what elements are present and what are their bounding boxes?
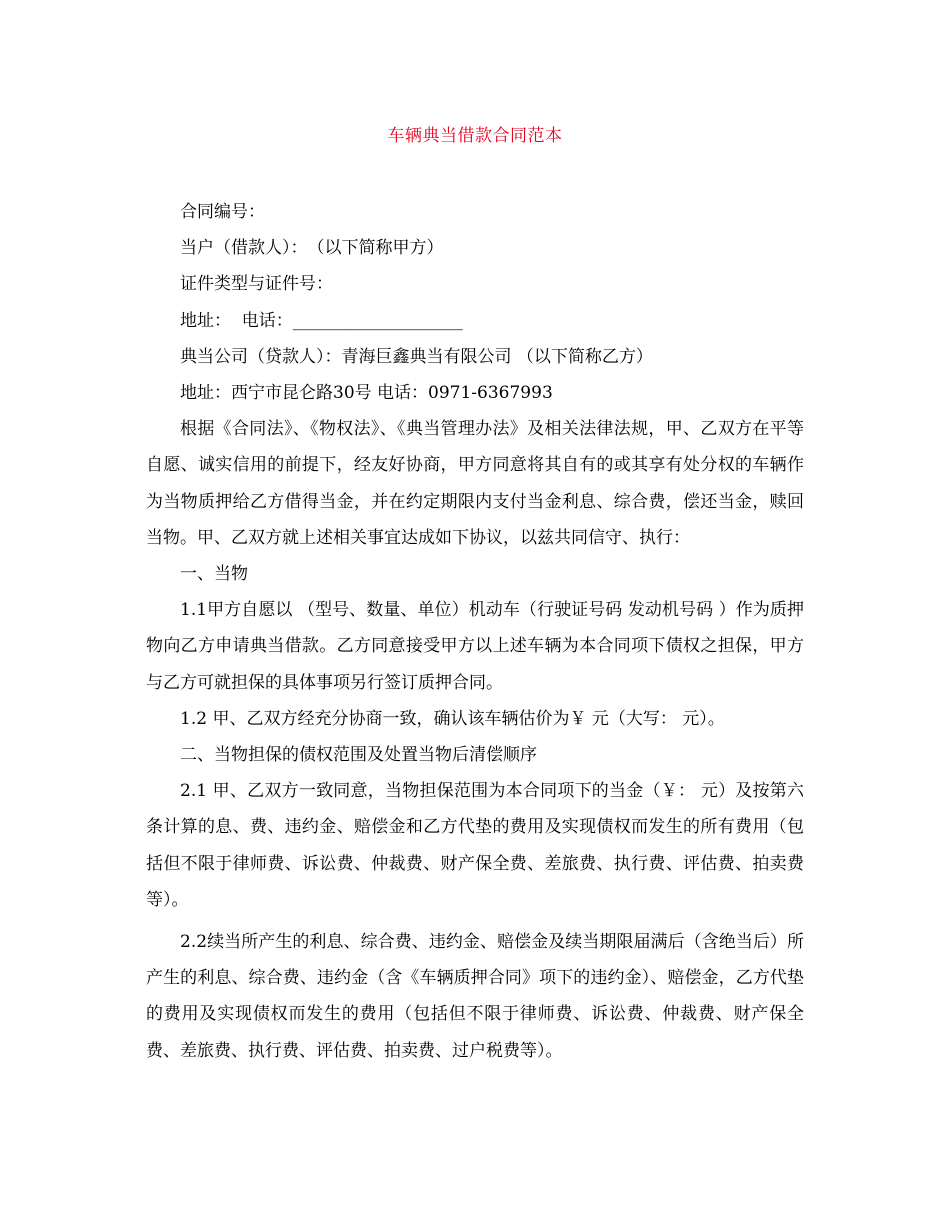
pawnshop-line: 典当公司（贷款人）：青海巨鑫典当有限公司 （以下简称乙方）: [180, 346, 653, 367]
clause-2-1: 2.1 甲、乙双方一致同意，当物担保范围为本合同项下的当金（￥： 元）及按第六条计算的息、费、违约金、赔偿金和乙方代垫的费用及实现债权而发生的所有费用（包括但不限于律师费、诉讼费、仲裁费、财产保全费、差旅费、执行费、评估费、拍卖费等）。: [146, 781, 804, 910]
clause-2-2: 2.2续当所产生的利息、综合费、违约金、赔偿金及续当期限届满后（含绝当后）所产生的利息、综合费、违约金（含《车辆质押合同》项下的违约金）、赔偿金，乙方代垫的费用及实现债权而发生的费用（包括但不限于律师费、诉讼费、仲裁费、财产保全费、差旅费、执行费、评估费、拍卖费、过户税费等）。: [146, 932, 804, 1061]
clause-1-2: 1.2 甲、乙双方经充分协商一致，确认该车辆估价为￥ 元（大写： 元）。: [180, 708, 725, 729]
contract-number-line: 合同编号：: [180, 202, 265, 222]
preamble-paragraph: 根据《合同法》、《物权法》、《典当管理办法》及相关法律法规，甲、乙双方在平等自愿、诚实信用的前提下，经友好协商，甲方同意将其自有的或其享有处分权的车辆作为当物质押给乙方借得当金，并在约定期限内支付当金利息、综合费，偿还当金，赎回当物。甲、乙双方就上述相关事宜达成如下协议，以兹共同信守、执行：: [146, 419, 804, 548]
document-title: 车辆典当借款合同范本: [387, 126, 563, 146]
section-2-heading: 二、当物担保的债权范围及处置当物后清偿顺序: [180, 745, 537, 766]
document-body: [146, 194, 804, 1069]
pawnshop-address-line: 地址：西宁市昆仑路30号 电话：0971-6367993: [180, 383, 553, 404]
id-type-line: 证件类型与证件号：: [180, 274, 333, 295]
pawner-address-line: 地址： 电话：____________________: [180, 310, 463, 331]
pawner-line: 当户（借款人）： （以下简称甲方）: [180, 238, 444, 259]
clause-1-1: 1.1甲方自愿以 （型号、数量、单位）机动车（行驶证号码 发动机号码 ）作为质押物向乙方申请典当借款。乙方同意接受甲方以上述车辆为本合同项下债权之担保，甲方与乙方可就担保的具体事项另行签订质押合同。: [146, 600, 804, 693]
section-1-heading: 一、当物: [180, 564, 248, 585]
